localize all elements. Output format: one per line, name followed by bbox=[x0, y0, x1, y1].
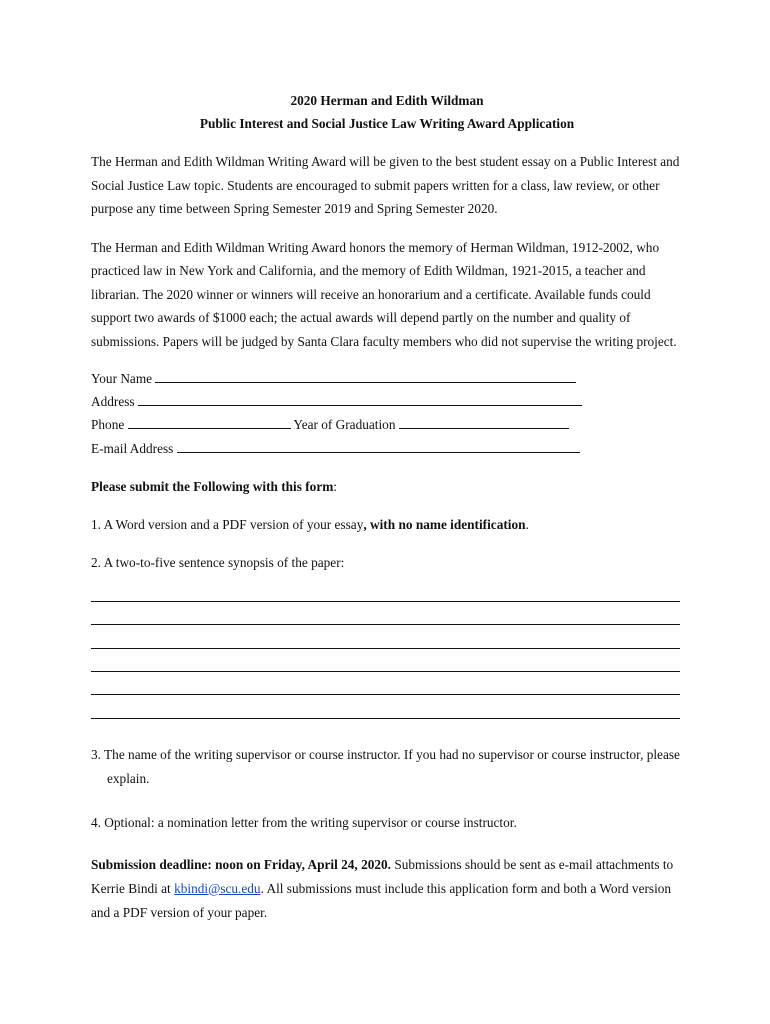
submit-item-3: 3. The name of the writing supervisor or course instructor. If you had no supervisor or course instructor, please explain. bbox=[91, 746, 680, 786]
contact-email-link[interactable]: kbindi@scu.edu bbox=[174, 880, 261, 896]
email-field-blank[interactable] bbox=[177, 441, 580, 453]
synopsis-blank-line[interactable] bbox=[91, 649, 680, 672]
deadline-text-1: Submissions should be sent as e-mail attachments to Kerrie Bindi at bbox=[91, 856, 674, 896]
name-field-blank[interactable] bbox=[155, 371, 576, 383]
name-field-label: Your Name bbox=[91, 371, 153, 386]
synopsis-blank-line[interactable] bbox=[91, 695, 680, 718]
synopsis-blank-line[interactable] bbox=[91, 625, 680, 648]
award-title: 2020 Herman and Edith Wildman bbox=[290, 93, 484, 108]
phone-field-blank[interactable] bbox=[128, 417, 291, 429]
applicant-fields bbox=[91, 367, 683, 460]
intro-paragraph-2: The Herman and Edith Wildman Writing Award honors the memory of Herman Wildman, 1912-2002, who practiced law in New York and California, and the memory of Edith Wildman, 1921-2015, a teacher and librarian. The 2020 winner or winners will receive an honorarium and a certificate. Available funds could support two awards of $1000 each; the actual awards will depend partly on the number and quality of submissions. Papers will be judged by Santa Clara faculty members who did not supervise the writing project. bbox=[91, 239, 677, 349]
submit-item-4: 4. Optional: a nomination letter from the writing supervisor or course instructor. bbox=[91, 814, 517, 830]
synopsis-blank-line[interactable] bbox=[91, 602, 680, 625]
deadline-bold: Submission deadline: noon on Friday, April 24, 2020. bbox=[91, 856, 391, 872]
submit-heading-colon: : bbox=[333, 478, 337, 494]
intro-paragraph-1: The Herman and Edith Wildman Writing Award will be given to the best student essay on a Public Interest and Social Justice Law topic. Students are encouraged to submit papers written for a class, law review, or other purpose any time between Spring Semester 2019 and Spring Semester 2020. bbox=[91, 154, 680, 216]
email-field-label: E-mail Address bbox=[91, 440, 174, 456]
application-title: Public Interest and Social Justice Law Writing Award Application bbox=[199, 116, 575, 131]
item-1-period: . bbox=[525, 516, 529, 532]
address-field-row bbox=[91, 390, 683, 413]
address-field-label: Address bbox=[91, 394, 135, 410]
award-application-page bbox=[91, 90, 683, 925]
submit-item-2: 2. A two-to-five sentence synopsis of the paper: bbox=[91, 554, 345, 570]
synopsis-lines bbox=[91, 579, 683, 719]
submit-item-1 bbox=[91, 514, 683, 536]
graduation-field-blank[interactable] bbox=[399, 417, 569, 429]
email-field-row bbox=[91, 437, 683, 460]
address-field-blank[interactable] bbox=[138, 394, 582, 406]
item-1-text: 1. A Word version and a PDF version of your essay bbox=[91, 516, 364, 532]
submit-heading bbox=[91, 476, 683, 498]
phone-field-label: Phone bbox=[91, 417, 125, 433]
graduation-field-label: Year of Graduation bbox=[293, 417, 396, 433]
submit-heading-text: Please submit the Following with this form bbox=[91, 478, 334, 494]
name-field-row bbox=[91, 367, 683, 390]
synopsis-blank-line[interactable] bbox=[91, 579, 680, 602]
synopsis-blank-line[interactable] bbox=[91, 672, 680, 695]
item-1-bold: , with no name identification bbox=[363, 516, 526, 532]
deadline-text-2: . All submissions must include this application form and both a Word version and a PDF version of your paper. bbox=[91, 880, 672, 920]
phone-graduation-row bbox=[91, 413, 683, 436]
submission-deadline bbox=[91, 853, 683, 925]
